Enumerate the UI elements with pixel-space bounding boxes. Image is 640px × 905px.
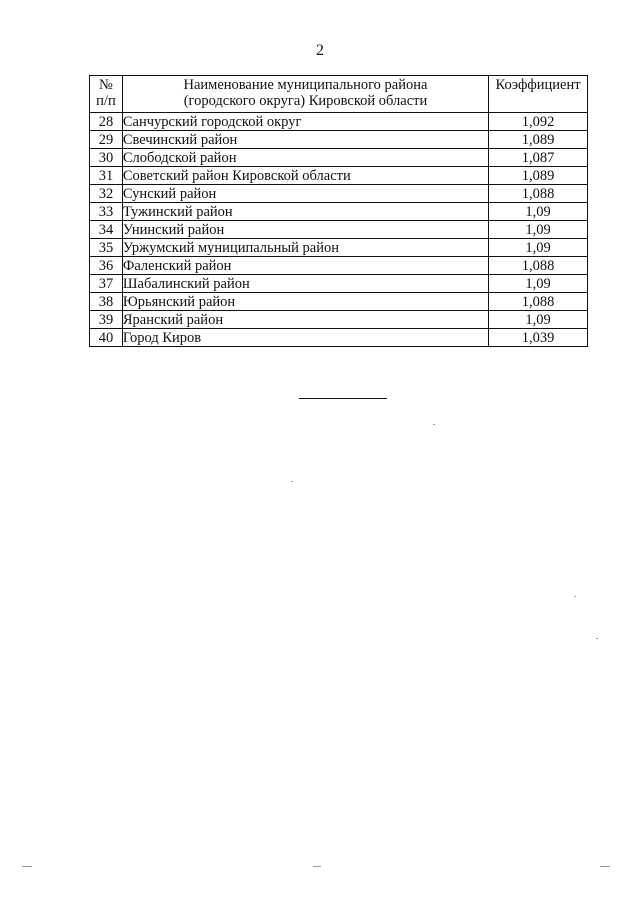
separator-line	[299, 398, 387, 399]
row-name: Яранский район	[122, 311, 488, 329]
row-number: 29	[90, 131, 123, 149]
table-header	[90, 76, 588, 113]
row-number: 31	[90, 167, 123, 185]
header-number-line1: №	[99, 77, 113, 93]
row-number: 40	[90, 329, 123, 347]
row-coefficient: 1,087	[489, 149, 588, 167]
row-number: 33	[90, 203, 123, 221]
table-row	[90, 239, 588, 257]
row-coefficient: 1,088	[489, 293, 588, 311]
row-coefficient: 1,092	[489, 113, 588, 131]
header-name-line1: Наименование муниципального района	[183, 77, 428, 93]
table-row	[90, 311, 588, 329]
table-row	[90, 221, 588, 239]
row-name: Шабалинский район	[122, 275, 488, 293]
table-row	[90, 329, 588, 347]
scan-speck	[313, 866, 321, 867]
header-name-line2: (городского округа) Кировской области	[183, 93, 428, 109]
row-coefficient: 1,09	[489, 239, 588, 257]
scan-speck	[291, 481, 293, 482]
row-coefficient: 1,089	[489, 167, 588, 185]
coefficient-table	[89, 75, 588, 347]
row-coefficient: 1,09	[489, 311, 588, 329]
row-name: Уржумский муниципальный район	[122, 239, 488, 257]
row-name: Юрьянский район	[122, 293, 488, 311]
header-coefficient: Коэффициент	[489, 76, 588, 113]
row-name: Советский район Кировской области	[122, 167, 488, 185]
table-row	[90, 257, 588, 275]
table-header-row	[90, 76, 588, 113]
row-coefficient: 1,088	[489, 185, 588, 203]
row-number: 39	[90, 311, 123, 329]
row-name: Город Киров	[122, 329, 488, 347]
table-row	[90, 131, 588, 149]
row-name: Тужинский район	[122, 203, 488, 221]
scan-speck	[22, 866, 32, 867]
table-row	[90, 167, 588, 185]
table-row	[90, 203, 588, 221]
page-number: 2	[316, 42, 324, 59]
row-coefficient: 1,09	[489, 203, 588, 221]
header-number	[90, 76, 123, 113]
row-name: Унинский район	[122, 221, 488, 239]
scan-speck	[574, 596, 576, 597]
table-row	[90, 113, 588, 131]
row-coefficient: 1,088	[489, 257, 588, 275]
scan-speck	[433, 424, 435, 425]
row-name: Слободской район	[122, 149, 488, 167]
scan-speck	[596, 638, 598, 639]
table-row	[90, 293, 588, 311]
row-number: 30	[90, 149, 123, 167]
row-number: 28	[90, 113, 123, 131]
row-name: Санчурский городской округ	[122, 113, 488, 131]
table-row	[90, 185, 588, 203]
header-number-line2: п/п	[96, 93, 116, 109]
row-number: 36	[90, 257, 123, 275]
table-row	[90, 149, 588, 167]
row-coefficient: 1,089	[489, 131, 588, 149]
table-body	[90, 113, 588, 347]
row-number: 34	[90, 221, 123, 239]
row-name: Сунский район	[122, 185, 488, 203]
header-name	[122, 76, 488, 113]
row-coefficient: 1,09	[489, 221, 588, 239]
row-number: 32	[90, 185, 123, 203]
row-number: 37	[90, 275, 123, 293]
row-number: 38	[90, 293, 123, 311]
row-name: Свечинский район	[122, 131, 488, 149]
row-number: 35	[90, 239, 123, 257]
row-coefficient: 1,039	[489, 329, 588, 347]
row-coefficient: 1,09	[489, 275, 588, 293]
row-name: Фаленский район	[122, 257, 488, 275]
table-row	[90, 275, 588, 293]
scan-speck	[600, 866, 610, 867]
